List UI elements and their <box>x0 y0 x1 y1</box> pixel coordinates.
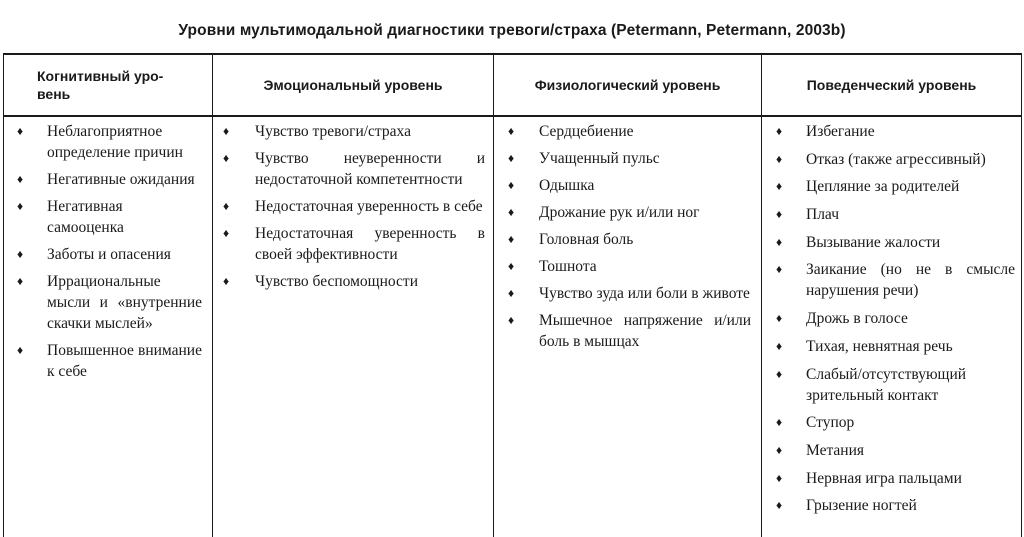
cognitive-level-list <box>4 121 212 382</box>
list-item-text: Неблагоприятное определение причин <box>47 123 183 161</box>
list-item-text: Вызывание жалости <box>806 233 941 251</box>
list-item <box>4 196 212 238</box>
list-item-text: Чувство зуда или боли в животе <box>539 285 750 302</box>
diamond-bullet-icon: ♦ <box>223 199 230 213</box>
diamond-bullet-icon: ♦ <box>776 442 783 457</box>
list-item-text: Цепляние за родителей <box>806 178 960 196</box>
physiological-level-list <box>494 121 761 352</box>
list-item-text: Чувство неуверенности и недостаточной компетентности <box>255 150 485 188</box>
list-item-text: Дрожь в голосе <box>806 310 908 328</box>
diamond-bullet-icon: ♦ <box>776 207 783 222</box>
diamond-bullet-icon: ♦ <box>508 259 515 273</box>
list-item-text: Плач <box>806 206 839 224</box>
column-header-text: Физиологический уровень <box>534 77 721 93</box>
list-item-text: Учащенный пульс <box>539 150 660 167</box>
diamond-bullet-icon: ♦ <box>776 124 783 138</box>
column-header-text: Эмоциональный уровень <box>263 77 443 93</box>
column-header-text: Поведенческий уровень <box>806 77 977 93</box>
list-item <box>762 412 1021 433</box>
diamond-bullet-icon: ♦ <box>17 247 24 261</box>
list-item-text: Нервная игра пальцами <box>806 469 962 487</box>
list-item-text: Чувство тревоги/страха <box>255 123 411 140</box>
emotional-level-cell <box>213 116 494 537</box>
table-header-row <box>4 54 1022 116</box>
diamond-bullet-icon: ♦ <box>508 151 515 165</box>
header-behavioral-level <box>762 54 1022 116</box>
diamond-bullet-icon: ♦ <box>508 205 515 219</box>
list-item <box>494 148 761 169</box>
emotional-level-list <box>213 121 493 292</box>
behavioral-level-cell <box>762 116 1022 537</box>
diamond-bullet-icon: ♦ <box>508 124 515 138</box>
diamond-bullet-icon: ♦ <box>17 199 24 213</box>
diamond-bullet-icon: ♦ <box>776 262 783 277</box>
diamond-bullet-icon: ♦ <box>776 179 783 194</box>
diamond-bullet-icon: ♦ <box>776 311 783 326</box>
column-header-text: вень <box>37 86 71 102</box>
diagnostics-levels-table <box>3 53 1022 537</box>
list-item <box>494 202 761 223</box>
list-item <box>213 148 493 190</box>
list-item-text: Заботы и опасения <box>47 246 171 263</box>
diamond-bullet-icon: ♦ <box>776 151 783 166</box>
header-emotional-level <box>213 54 494 116</box>
list-item <box>762 364 1021 406</box>
list-item-text: Грызение ногтей <box>806 497 917 515</box>
list-item-text: Иррациональные мысли и «внутренние скачки мыслей» <box>47 273 202 332</box>
diamond-bullet-icon: ♦ <box>223 226 230 240</box>
list-item-text: Сердцебиение <box>539 123 634 140</box>
diamond-bullet-icon: ♦ <box>776 234 783 249</box>
diamond-bullet-icon: ♦ <box>508 178 515 192</box>
list-item-text: Мышечное напряжение и/или боль в мышцах <box>539 312 751 350</box>
list-item-text: Негативная самооценка <box>47 198 124 236</box>
list-item-text: Негативные ожидания <box>47 171 195 188</box>
list-item <box>762 495 1021 516</box>
page-title: Уровни мультимодальной диагностики тревоги/страха (Petermann, Petermann, 2003b) <box>178 22 846 39</box>
list-item <box>4 244 212 265</box>
list-item <box>4 271 212 334</box>
list-item-text: Слабый/отсутствующий зрительный контакт <box>806 365 967 404</box>
list-item-text: Метания <box>806 441 865 459</box>
list-item <box>494 229 761 250</box>
list-item-text: Головная боль <box>539 231 634 248</box>
list-item <box>494 256 761 277</box>
behavioral-level-list <box>762 121 1021 516</box>
diamond-bullet-icon: ♦ <box>17 343 24 357</box>
list-item-text: Повышенное внимание к себе <box>47 342 202 380</box>
list-item <box>762 468 1021 489</box>
list-item <box>762 176 1021 197</box>
physiological-level-cell <box>494 116 762 537</box>
diamond-bullet-icon: ♦ <box>776 470 783 485</box>
list-item-text: Заикание (но не в смысле нарушения речи) <box>806 261 1015 300</box>
list-item-text: Избегание <box>806 123 875 140</box>
diamond-bullet-icon: ♦ <box>17 124 24 138</box>
list-item <box>762 440 1021 461</box>
list-item <box>213 196 493 217</box>
list-item <box>4 169 212 190</box>
list-item <box>762 149 1021 170</box>
list-item-text: Чувство беспомощности <box>255 273 418 290</box>
list-item-text: Недостаточная уверенность в своей эффективности <box>255 225 485 263</box>
list-item <box>762 259 1021 301</box>
list-item <box>762 204 1021 225</box>
diamond-bullet-icon: ♦ <box>17 172 24 186</box>
diamond-bullet-icon: ♦ <box>17 274 24 288</box>
diamond-bullet-icon: ♦ <box>508 313 515 327</box>
list-item <box>762 232 1021 253</box>
table-body-row <box>4 116 1022 537</box>
diamond-bullet-icon: ♦ <box>508 286 515 300</box>
header-cognitive-level <box>4 54 213 116</box>
list-item <box>762 121 1021 142</box>
list-item-text: Одышка <box>539 177 595 194</box>
diamond-bullet-icon: ♦ <box>508 232 515 246</box>
header-physiological-level <box>494 54 762 116</box>
diamond-bullet-icon: ♦ <box>776 415 783 430</box>
list-item <box>4 121 212 163</box>
list-item <box>4 340 212 382</box>
column-header-text: Когнитивный уро- <box>37 68 164 84</box>
diamond-bullet-icon: ♦ <box>223 151 230 165</box>
list-item <box>494 175 761 196</box>
list-item <box>762 336 1021 357</box>
list-item-text: Тихая, невнятная речь <box>806 337 953 355</box>
diamond-bullet-icon: ♦ <box>223 274 230 288</box>
diamond-bullet-icon: ♦ <box>776 498 783 513</box>
diamond-bullet-icon: ♦ <box>776 366 783 381</box>
list-item <box>494 310 761 352</box>
list-item-text: Недостаточная уверенность в себе <box>255 198 483 215</box>
cognitive-level-cell <box>4 116 213 537</box>
list-item <box>762 308 1021 329</box>
list-item <box>213 121 493 142</box>
diamond-bullet-icon: ♦ <box>776 338 783 353</box>
list-item-text: Отказ (также агрессивный) <box>806 150 986 168</box>
list-item-text: Тошнота <box>539 258 597 275</box>
list-item <box>213 223 493 265</box>
diamond-bullet-icon: ♦ <box>223 124 230 138</box>
list-item <box>213 271 493 292</box>
list-item <box>494 121 761 142</box>
list-item-text: Дрожание рук и/или ног <box>539 204 700 221</box>
list-item <box>494 283 761 304</box>
list-item-text: Ступор <box>806 414 855 432</box>
